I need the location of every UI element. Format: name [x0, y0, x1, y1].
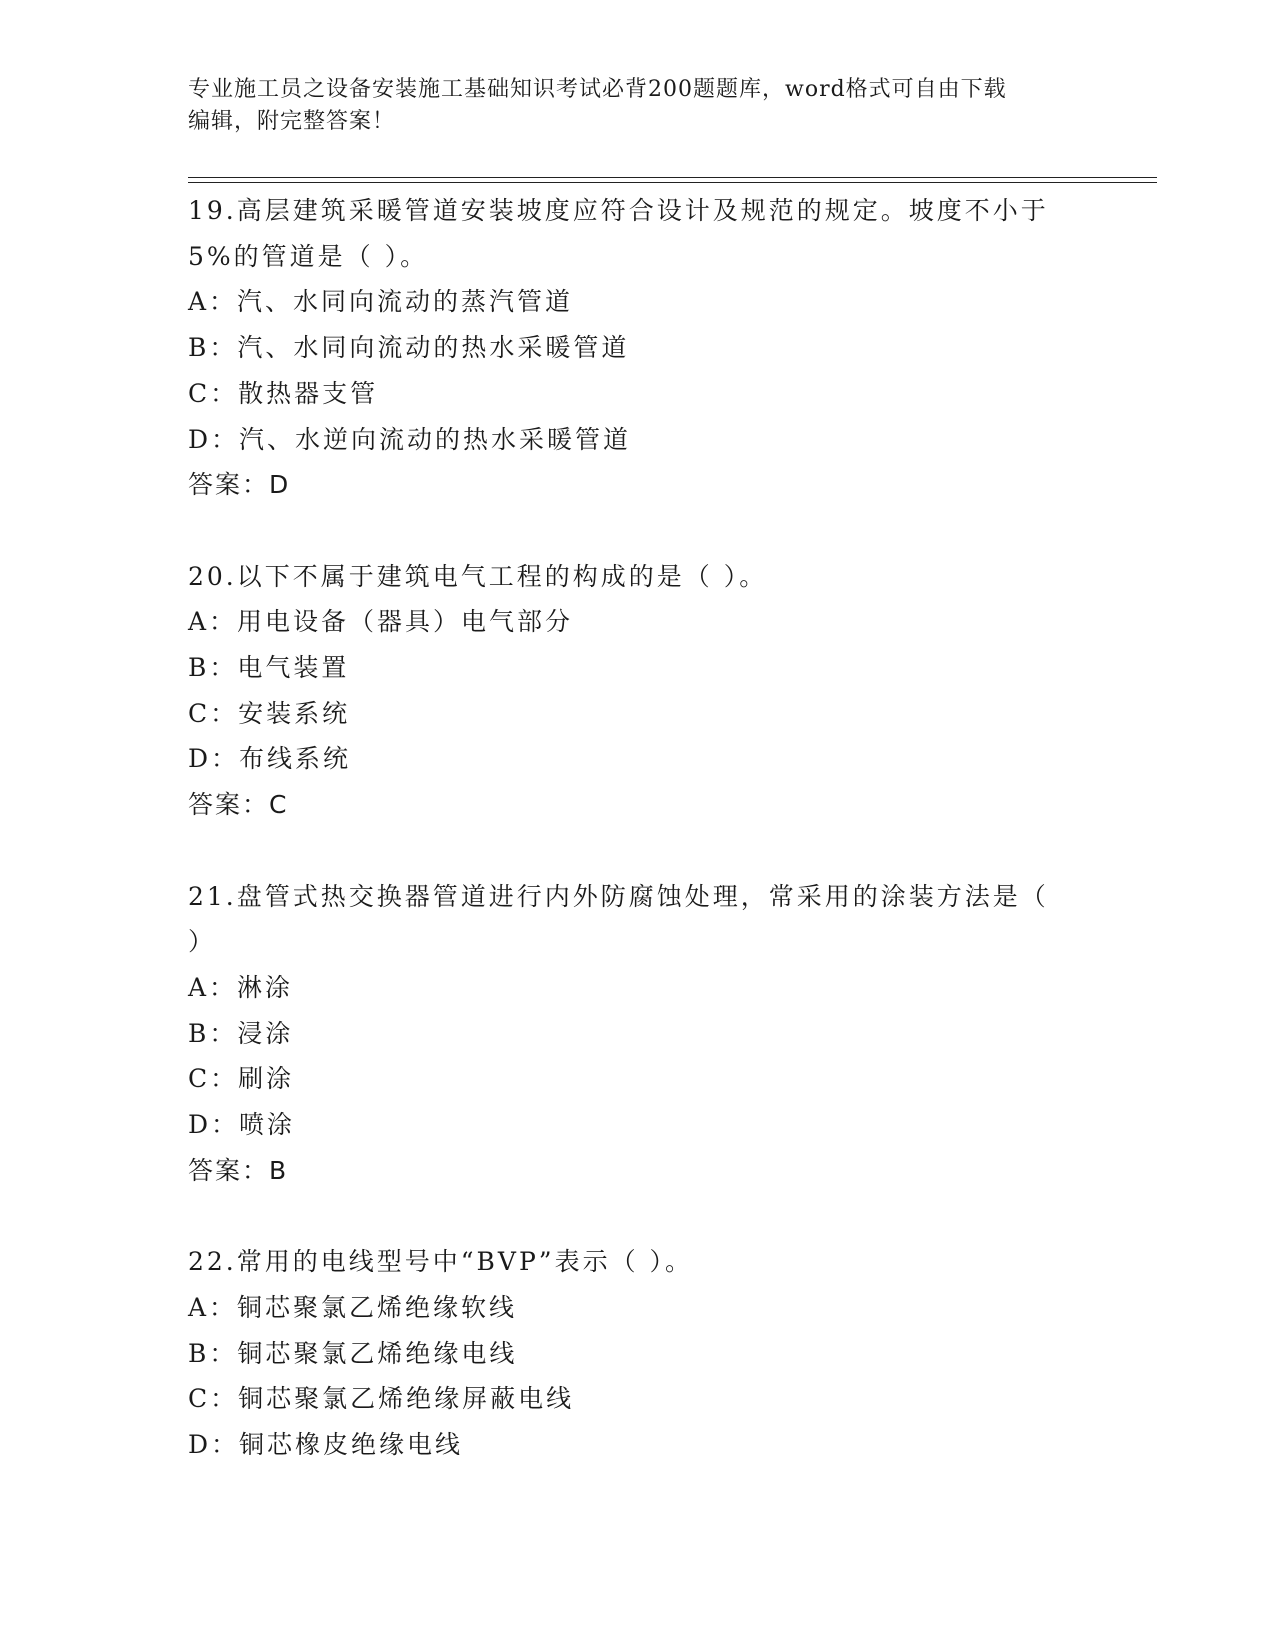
option-b: B：汽、水同向流动的热水采暖管道	[188, 333, 630, 363]
question-spacer	[188, 1193, 1088, 1239]
option-c: C：刷涂	[188, 1064, 295, 1094]
answer: 答案：B	[188, 1155, 289, 1185]
question-stem-line: 5%的管道是（ ）。	[188, 241, 429, 271]
header-divider-bottom	[188, 182, 1157, 183]
option-a: A：用电设备（器具）电气部分	[188, 607, 574, 637]
document-header	[188, 74, 1088, 138]
question-spacer	[188, 508, 1088, 554]
header-line-1: 专业施工员之设备安装施工基础知识考试必背200题题库，word格式可自由下载	[188, 77, 1007, 102]
question-stem-line: ）	[188, 927, 217, 957]
question-19	[188, 188, 1088, 508]
answer: 答案：C	[188, 790, 289, 820]
question-spacer	[188, 828, 1088, 874]
question-stem-line: 21.盘管式热交换器管道进行内外防腐蚀处理，常采用的涂装方法是（	[188, 881, 1049, 911]
option-c: C：铜芯聚氯乙烯绝缘屏蔽电线	[188, 1384, 575, 1414]
header-line-2: 编辑，附完整答案！	[188, 109, 396, 134]
header-divider-top	[188, 177, 1157, 178]
option-b: B：电气装置	[188, 653, 350, 683]
option-c: C：散热器支管	[188, 378, 379, 408]
option-b: B：浸涂	[188, 1018, 294, 1048]
question-stem-line: 19.高层建筑采暖管道安装坡度应符合设计及规范的规定。坡度不小于	[188, 196, 1049, 225]
question-stem-line: 22.常用的电线型号中“BVP”表示（ ）。	[188, 1247, 694, 1277]
option-a: A：汽、水同向流动的蒸汽管道	[188, 287, 574, 317]
question-21	[188, 874, 1088, 1194]
answer: 答案：D	[188, 470, 291, 500]
question-22	[188, 1239, 1088, 1468]
option-d: D：汽、水逆向流动的热水采暖管道	[188, 424, 632, 454]
option-b: B：铜芯聚氯乙烯绝缘电线	[188, 1338, 518, 1368]
option-a: A：铜芯聚氯乙烯绝缘软线	[188, 1292, 518, 1322]
question-stem-line: 20.以下不属于建筑电气工程的构成的是（ ）。	[188, 561, 768, 591]
question-list	[188, 188, 1088, 1468]
question-20	[188, 554, 1088, 828]
option-a: A：淋涂	[188, 972, 294, 1002]
option-d: D：铜芯橡皮绝缘电线	[188, 1429, 464, 1459]
option-c: C：安装系统	[188, 698, 351, 728]
option-d: D：布线系统	[188, 744, 352, 774]
option-d: D：喷涂	[188, 1110, 296, 1140]
